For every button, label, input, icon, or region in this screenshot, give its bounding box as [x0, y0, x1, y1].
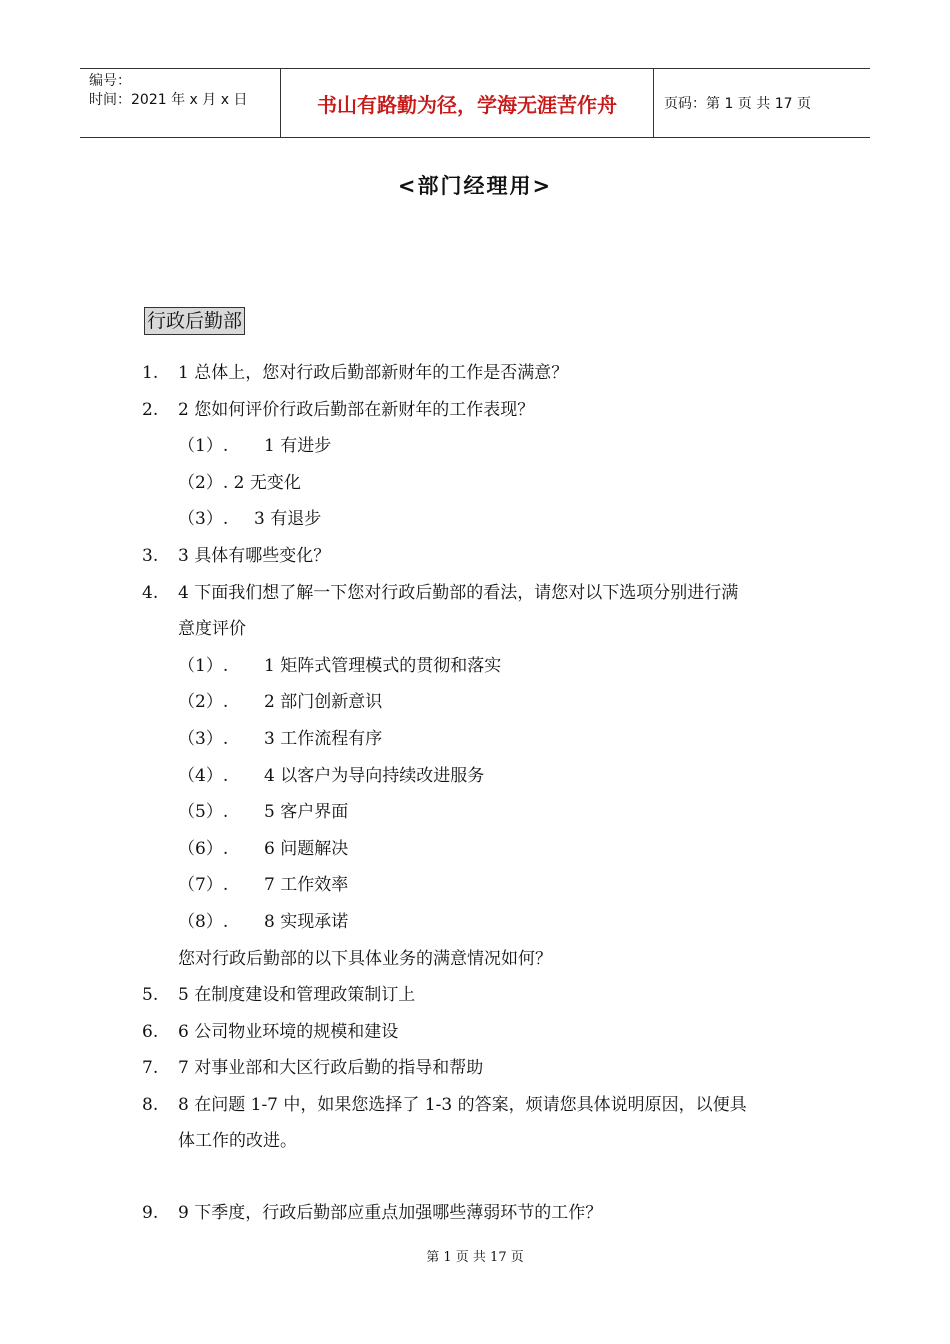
- option-text: 3 工作流程有序: [264, 728, 383, 749]
- option-index: （6）.: [178, 838, 229, 859]
- option-text: 4 以客户为导向持续改进服务: [264, 765, 485, 786]
- option-text: 7 工作效率: [264, 875, 349, 896]
- blank-space: [0, 1160, 950, 1195]
- option-index: （4）.: [178, 765, 229, 786]
- option-item: [0, 684, 950, 721]
- option-text: 1 有进步: [264, 436, 332, 457]
- question-number: 8.: [142, 1094, 159, 1115]
- header-time-label: 时间：2021 年 x 月 x 日: [89, 92, 248, 108]
- question-text: 9 下季度，行政后勤部应重点加强哪些薄弱环节的工作？: [178, 1203, 603, 1224]
- option-index: （5）.: [178, 802, 229, 823]
- option-item: [0, 501, 950, 538]
- option-text: 3 有退步: [254, 509, 322, 530]
- option-text: 8 实现承诺: [264, 911, 349, 932]
- option-item: [0, 904, 950, 941]
- question-text: 4 下面我们想了解一下您对行政后勤部的看法，请您对以下选项分别进行满: [178, 582, 739, 603]
- question-text: 7 对事业部和大区行政后勤的指导和帮助: [178, 1058, 484, 1079]
- section-heading: 行政后勤部: [144, 307, 245, 335]
- option-index: （2）.: [178, 692, 229, 713]
- question-3: [0, 538, 950, 575]
- option-item: [0, 867, 950, 904]
- option-item: [0, 794, 950, 831]
- page-footer: 第 1 页 共 17 页: [426, 1250, 524, 1265]
- header-motto: 书山有路勤为径，学海无涯苦作舟: [281, 69, 654, 137]
- option-index: （3）.: [178, 728, 229, 749]
- question-text: 6 公司物业环境的规模和建设: [178, 1021, 399, 1042]
- header-id-label: 编号：: [89, 73, 131, 89]
- header-page-info: 页码：第 1 页 共 17 页: [664, 96, 811, 112]
- question-5: [0, 977, 950, 1014]
- option-item: [0, 648, 950, 685]
- question-1: [0, 355, 950, 392]
- question-number: 5.: [142, 985, 159, 1006]
- question-text: 3 具体有哪些变化？: [178, 545, 331, 566]
- intro-text: [0, 941, 950, 978]
- option-item: [0, 428, 950, 465]
- option-text: （2）. 2 无变化: [178, 472, 301, 493]
- option-index: （7）.: [178, 875, 229, 896]
- option-text: 6 问题解决: [264, 838, 349, 859]
- question-8-continued: [0, 1123, 950, 1160]
- option-text: 2 部门创新意识: [264, 692, 383, 713]
- question-9: [0, 1195, 950, 1232]
- question-number: 6.: [142, 1021, 159, 1042]
- question-4: [0, 575, 950, 612]
- question-4-continued: [0, 611, 950, 648]
- option-index: （8）.: [178, 911, 229, 932]
- option-item: [0, 465, 950, 502]
- question-text: 8 在问题 1-7 中，如果您选择了 1-3 的答案，烦请您具体说明原因，以便具: [178, 1094, 747, 1115]
- question-number: 2.: [142, 399, 159, 420]
- question-7: [0, 1050, 950, 1087]
- option-text: 1 矩阵式管理模式的贯彻和落实: [264, 655, 502, 676]
- document-title: <部门经理用>: [397, 174, 553, 198]
- question-8: [0, 1087, 950, 1124]
- intro-line: 您对行政后勤部的以下具体业务的满意情况如何？: [178, 948, 552, 969]
- question-text: 5 在制度建设和管理政策制订上: [178, 985, 416, 1006]
- question-text: 2 您如何评价行政后勤部在新财年的工作表现？: [178, 399, 535, 420]
- option-item: [0, 721, 950, 758]
- question-text: 体工作的改进。: [178, 1131, 297, 1152]
- option-index: （1）.: [178, 436, 229, 457]
- option-item: [0, 831, 950, 868]
- question-number: 3.: [142, 545, 159, 566]
- question-6: [0, 1014, 950, 1051]
- question-text: 意度评价: [178, 619, 246, 640]
- option-index: （3）.: [178, 509, 229, 530]
- option-index: （1）.: [178, 655, 229, 676]
- question-number: 9.: [142, 1203, 159, 1224]
- header-meta: [80, 69, 281, 137]
- question-number: 4.: [142, 582, 159, 603]
- question-text: 1 总体上，您对行政后勤部新财年的工作是否满意？: [178, 363, 569, 383]
- question-number: 1.: [142, 363, 159, 383]
- question-list: [0, 355, 950, 1232]
- option-item: [0, 758, 950, 795]
- question-2: [0, 392, 950, 429]
- option-text: 5 客户界面: [264, 802, 349, 823]
- question-number: 7.: [142, 1058, 159, 1079]
- document-header: [80, 68, 870, 138]
